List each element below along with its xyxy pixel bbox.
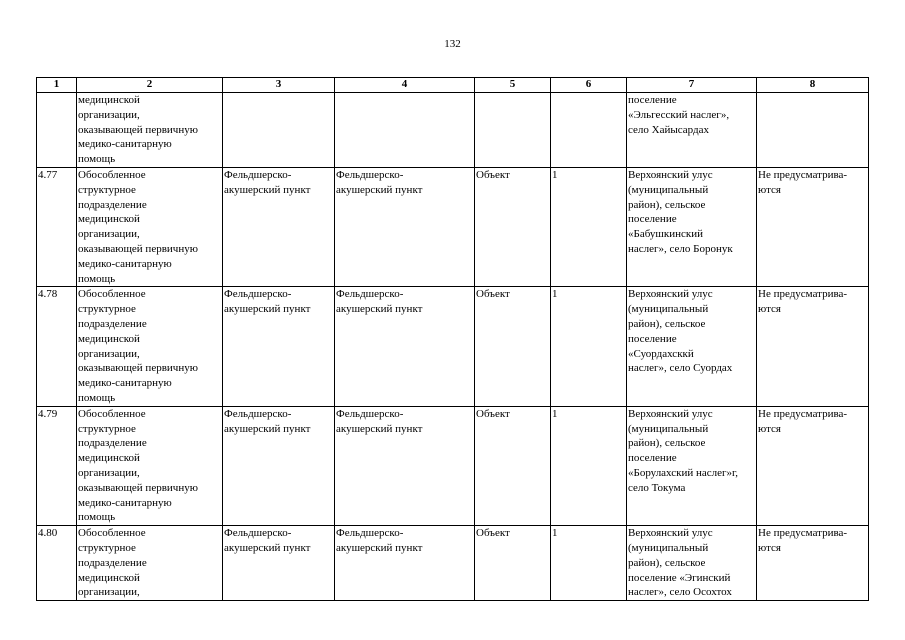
cell-zones: Не предусматрива- ются bbox=[757, 168, 869, 287]
cell-quantity: 1 bbox=[551, 406, 627, 525]
column-header-5: 5 bbox=[475, 78, 551, 93]
document-table bbox=[36, 77, 869, 601]
table-row bbox=[37, 168, 869, 287]
table-row bbox=[37, 526, 869, 601]
column-header-7: 7 bbox=[627, 78, 757, 93]
table-header-row bbox=[37, 78, 869, 93]
cell-quantity bbox=[551, 93, 627, 168]
cell-type: Фельдшерско- акушерский пункт bbox=[223, 168, 335, 287]
table-row bbox=[37, 287, 869, 406]
column-header-4: 4 bbox=[335, 78, 475, 93]
table-row bbox=[37, 406, 869, 525]
cell-purpose: Фельдшерско- акушерский пункт bbox=[335, 168, 475, 287]
cell-zones bbox=[757, 93, 869, 168]
cell-name: Обособленное структурное подразделение медицинской организации, bbox=[77, 526, 223, 601]
page-number: 132 bbox=[444, 38, 461, 50]
cell-location: Верхоянский улус (муниципальный район), сельское поселение «Эгинский наслег», село Осохтох bbox=[627, 526, 757, 601]
cell-location: Верхоянский улус (муниципальный район), сельское поселение «Борулахский наслег»г, село Токума bbox=[627, 406, 757, 525]
cell-type: Фельдшерско- акушерский пункт bbox=[223, 526, 335, 601]
cell-type: Фельдшерско- акушерский пункт bbox=[223, 406, 335, 525]
cell-zones: Не предусматрива- ются bbox=[757, 406, 869, 525]
cell-name: Обособленное структурное подразделение медицинской организации, оказывающей первичную медико-санитарную помощь bbox=[77, 406, 223, 525]
cell-name: Обособленное структурное подразделение медицинской организации, оказывающей первичную медико-санитарную помощь bbox=[77, 168, 223, 287]
cell-zones: Не предусматрива- ются bbox=[757, 287, 869, 406]
cell-location: Верхоянский улус (муниципальный район), сельское поселение «Суордахсккй наслег», село Суордах bbox=[627, 287, 757, 406]
column-header-2: 2 bbox=[77, 78, 223, 93]
cell-number: 4.80 bbox=[37, 526, 77, 601]
column-header-8: 8 bbox=[757, 78, 869, 93]
cell-unit: Объект bbox=[475, 287, 551, 406]
cell-unit: Объект bbox=[475, 406, 551, 525]
table-row bbox=[37, 93, 869, 168]
cell-name: Обособленное структурное подразделение медицинской организации, оказывающей первичную медико-санитарную помощь bbox=[77, 287, 223, 406]
cell-number: 4.78 bbox=[37, 287, 77, 406]
cell-quantity: 1 bbox=[551, 526, 627, 601]
cell-purpose bbox=[335, 93, 475, 168]
column-header-6: 6 bbox=[551, 78, 627, 93]
column-header-3: 3 bbox=[223, 78, 335, 93]
cell-quantity: 1 bbox=[551, 287, 627, 406]
cell-zones: Не предусматрива- ются bbox=[757, 526, 869, 601]
cell-unit: Объект bbox=[475, 526, 551, 601]
cell-location: Верхоянский улус (муниципальный район), сельское поселение «Бабушкинский наслег», село Боронук bbox=[627, 168, 757, 287]
cell-quantity: 1 bbox=[551, 168, 627, 287]
cell-unit: Объект bbox=[475, 168, 551, 287]
cell-purpose: Фельдшерско- акушерский пункт bbox=[335, 526, 475, 601]
cell-purpose: Фельдшерско- акушерский пункт bbox=[335, 287, 475, 406]
cell-number: 4.77 bbox=[37, 168, 77, 287]
cell-number bbox=[37, 93, 77, 168]
cell-purpose: Фельдшерско- акушерский пункт bbox=[335, 406, 475, 525]
cell-name: медицинской организации, оказывающей первичную медико-санитарную помощь bbox=[77, 93, 223, 168]
cell-location: поселение «Эльгесский наслег», село Хайысардах bbox=[627, 93, 757, 168]
cell-type: Фельдшерско- акушерский пункт bbox=[223, 287, 335, 406]
column-header-1: 1 bbox=[37, 78, 77, 93]
cell-unit bbox=[475, 93, 551, 168]
cell-type bbox=[223, 93, 335, 168]
cell-number: 4.79 bbox=[37, 406, 77, 525]
